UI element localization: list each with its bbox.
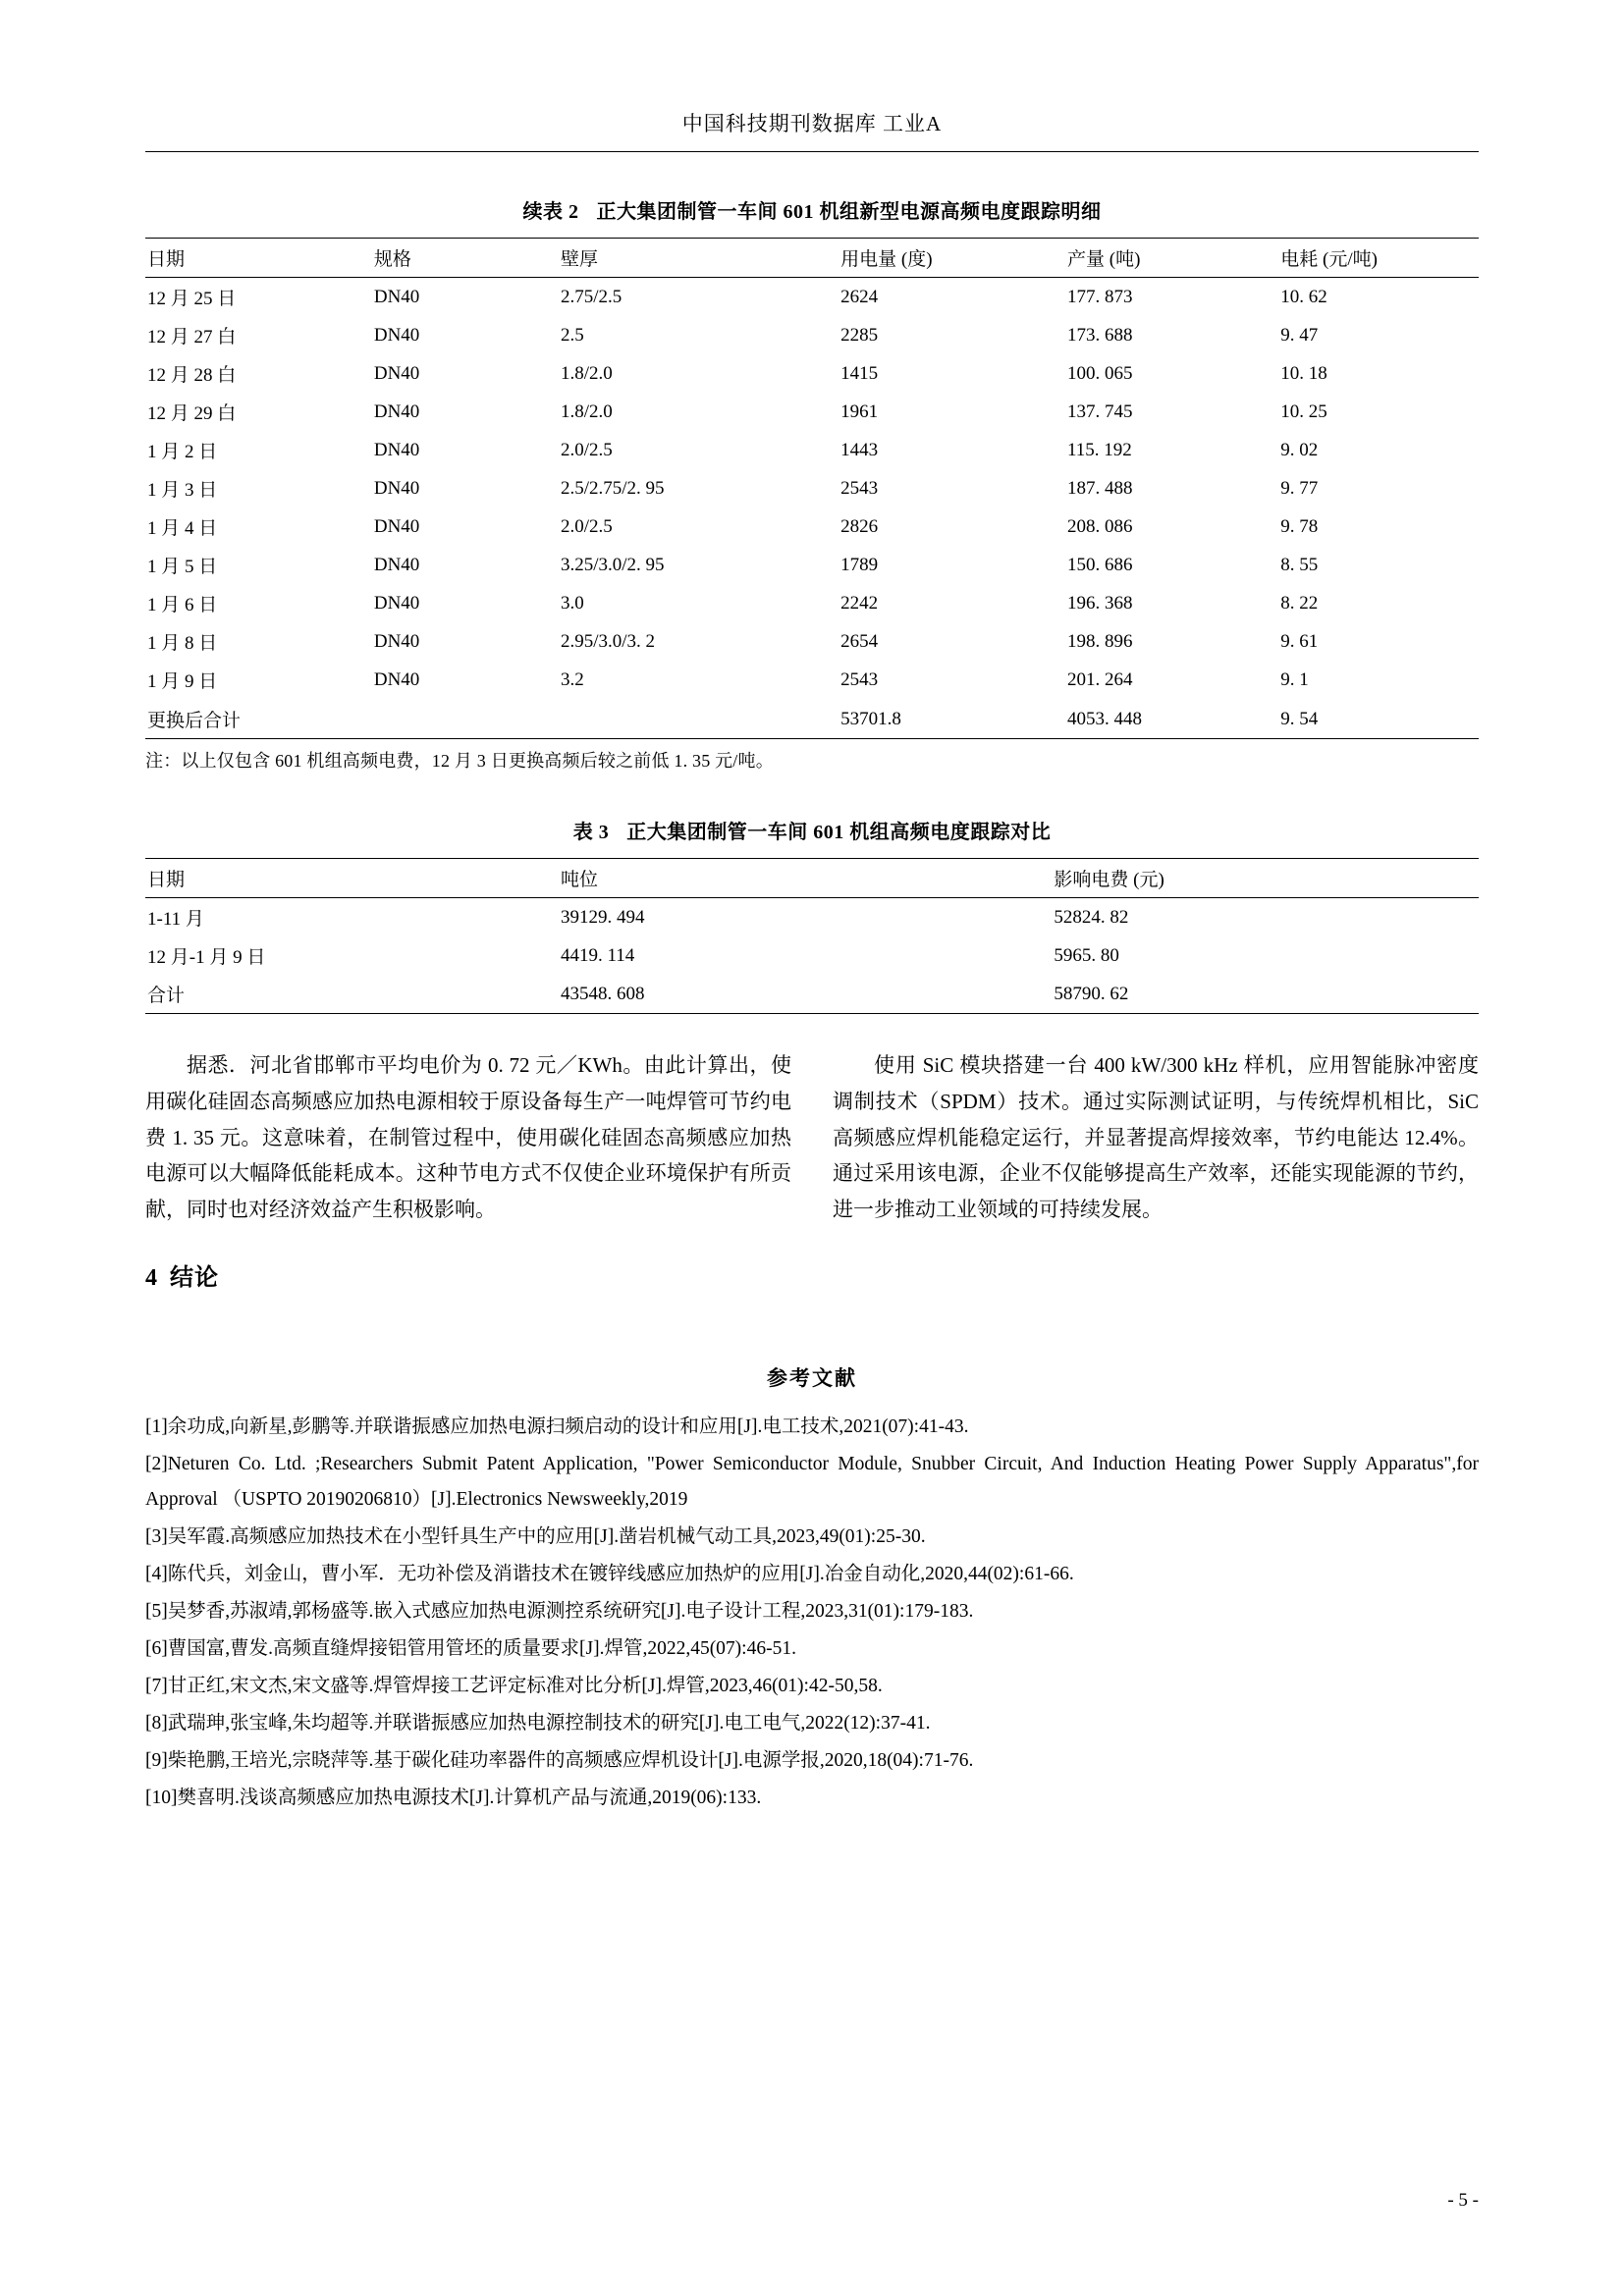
table2-caption [145, 195, 1479, 224]
cell-spec: DN40 [373, 515, 420, 537]
body-columns [145, 1047, 1479, 1228]
header-divider [145, 151, 1479, 152]
table2-note: 注：以上仅包含 601 机组高频电费，12 月 3 日更换高频后较之前低 1. 35 元/吨。 [145, 751, 774, 771]
cell-date: 1 月 3 日 [147, 480, 218, 501]
cell-spec: DN40 [373, 362, 420, 384]
cell-spec: DN40 [373, 668, 420, 690]
cell-fee: 5965. 80 [1054, 944, 1119, 966]
cell-usage: 2543 [840, 668, 879, 690]
cell-output: 187. 488 [1067, 477, 1133, 499]
cell-thickness: 3.2 [560, 668, 584, 690]
cell-date: 1-11 月 [147, 909, 204, 930]
cell-tonnage: 4419. 114 [560, 944, 635, 966]
table-electricity-detail [145, 238, 1479, 739]
list-item: [10]樊喜明.浅谈高频感应加热电源技术[J].计算机产品与流通,2019(06):133. [145, 1788, 762, 1809]
body-column-right [833, 1047, 1479, 1228]
cell-date: 12 月 28 白 [147, 365, 237, 386]
cell-consumption: 9. 02 [1280, 439, 1319, 460]
table-row-total [145, 699, 1479, 739]
section-title: 结论 [170, 1264, 219, 1291]
cell-usage: 1415 [840, 362, 879, 384]
cell-usage: 1961 [840, 400, 879, 422]
references-title: 参考文献 [767, 1365, 857, 1390]
body-column-left [145, 1047, 791, 1228]
cell-usage: 2654 [840, 630, 879, 652]
table-row [145, 661, 1479, 699]
table-row [145, 431, 1479, 469]
cell-thickness: 1.8/2.0 [560, 362, 613, 384]
cell-tonnage: 43548. 608 [560, 983, 645, 1004]
cell-thickness: 3.25/3.0/2. 95 [560, 554, 665, 575]
cell-spec: DN40 [373, 439, 420, 460]
cell-usage: 2285 [840, 324, 879, 346]
cell-output: 173. 688 [1067, 324, 1133, 346]
table-electricity-comparison [145, 858, 1479, 1014]
cell-output: 137. 745 [1067, 400, 1133, 422]
cell-usage: 53701.8 [840, 708, 901, 729]
cell-spec: DN40 [373, 400, 420, 422]
cell-consumption: 9. 61 [1280, 630, 1319, 652]
cell-date: 12 月 25 日 [147, 289, 237, 309]
table2-col-date: 日期 [147, 249, 186, 270]
cell-spec: DN40 [373, 592, 420, 614]
cell-thickness: 3.0 [560, 592, 584, 614]
cell-date: 1 月 2 日 [147, 442, 218, 462]
cell-spec [372, 699, 559, 739]
cell-consumption: 9. 1 [1280, 668, 1309, 690]
cell-output: 201. 264 [1067, 668, 1133, 690]
cell-thickness: 2.5/2.75/2. 95 [560, 477, 665, 499]
cell-thickness: 1.8/2.0 [560, 400, 613, 422]
table3-caption [145, 816, 1479, 844]
page-number: - 5 - [1447, 2190, 1479, 2211]
table-row [145, 936, 1479, 975]
table-row [145, 469, 1479, 507]
table-row [145, 622, 1479, 661]
list-item: [9]柴艳鹏,王培光,宗晓萍等.基于碳化硅功率器件的高频感应焊机设计[J].电源学报,2020,18(04):71-76. [145, 1750, 974, 1772]
cell-consumption: 9. 54 [1280, 708, 1319, 729]
cell-usage: 2826 [840, 515, 879, 537]
cell-output: 177. 873 [1067, 286, 1133, 307]
cell-usage: 1789 [840, 554, 879, 575]
list-item: [5]吴梦香,苏淑靖,郭杨盛等.嵌入式感应加热电源测控系统研究[J].电子设计工程,2023,31(01):179-183. [145, 1601, 974, 1623]
table3-col-fee: 影响电费 (元) [1054, 870, 1164, 890]
table-row-total [145, 975, 1479, 1014]
table3-header-row [145, 859, 1479, 898]
cell-usage: 2543 [840, 477, 879, 499]
table-row [145, 393, 1479, 431]
cell-fee: 58790. 62 [1054, 983, 1129, 1004]
cell-spec: DN40 [373, 477, 420, 499]
references-list [145, 1410, 1479, 1817]
table-row [145, 316, 1479, 354]
table2-caption-number: 续表 2 [522, 201, 579, 223]
table3-caption-text: 正大集团制管一车间 601 机组高频电度跟踪对比 [626, 822, 1052, 843]
cell-date: 1 月 8 日 [147, 633, 218, 654]
cell-output: 100. 065 [1067, 362, 1133, 384]
cell-thickness [559, 699, 839, 739]
list-item: [1]余功成,向新星,彭鹏等.并联谐振感应加热电源扫频启动的设计和应用[J].电工技术,2021(07):41-43. [145, 1415, 969, 1437]
list-item: [3]吴军霞.高频感应加热技术在小型钎具生产中的应用[J].凿岩机械气动工具,2023,49(01):25-30. [145, 1525, 926, 1547]
table-row [145, 278, 1479, 317]
cell-consumption: 9. 47 [1280, 324, 1319, 346]
table2-col-output: 产量 (吨) [1067, 249, 1141, 270]
table3-col-tonnage: 吨位 [560, 870, 598, 890]
cell-date: 1 月 6 日 [147, 595, 218, 615]
cell-consumption: 8. 22 [1280, 592, 1319, 614]
cell-thickness: 2.5 [560, 324, 584, 346]
table2-col-thickness: 壁厚 [560, 249, 598, 270]
cell-consumption: 10. 25 [1280, 400, 1327, 422]
table-row [145, 507, 1479, 546]
cell-thickness: 2.95/3.0/3. 2 [560, 630, 656, 652]
table-row [145, 546, 1479, 584]
table2-col-consumption: 电耗 (元/吨) [1280, 249, 1378, 270]
cell-date: 1 月 4 日 [147, 518, 218, 539]
page-header [145, 0, 1479, 152]
section-number: 4 [145, 1264, 158, 1291]
table2-col-usage: 用电量 (度) [840, 249, 933, 270]
journal-title: 中国科技期刊数据库 工业A [681, 112, 943, 135]
table3-col-date: 日期 [147, 870, 186, 890]
section-heading-conclusion [145, 1257, 1479, 1292]
cell-thickness: 2.0/2.5 [560, 439, 613, 460]
list-item: [2]Neturen Co. Ltd. ;Researchers Submit Patent Application, "Power Semiconductor Module, Snubber Circuit, And Induction Heating Power Supply Apparatus",for Approval （USPTO 20190206810）[J].Electronics Newsweekly,2019 [145, 1453, 1479, 1510]
cell-fee: 52824. 82 [1054, 906, 1129, 928]
cell-consumption: 9. 78 [1280, 515, 1319, 537]
cell-spec: DN40 [373, 286, 420, 307]
table-row [145, 898, 1479, 937]
cell-thickness: 2.75/2.5 [560, 286, 623, 307]
cell-consumption: 9. 77 [1280, 477, 1319, 499]
cell-usage: 2624 [840, 286, 879, 307]
cell-thickness: 2.0/2.5 [560, 515, 613, 537]
cell-usage: 2242 [840, 592, 879, 614]
cell-consumption: 10. 18 [1280, 362, 1327, 384]
cell-date: 1 月 9 日 [147, 671, 218, 692]
cell-date: 12 月-1 月 9 日 [147, 947, 266, 968]
cell-consumption: 8. 55 [1280, 554, 1319, 575]
cell-total-label: 合计 [147, 986, 186, 1006]
cell-output: 196. 368 [1067, 592, 1133, 614]
table-row [145, 584, 1479, 622]
table2-header-row [145, 239, 1479, 278]
cell-usage: 1443 [840, 439, 879, 460]
list-item: [6]曹国富,曹发.高频直缝焊接铝管用管坯的质量要求[J].焊管,2022,45(07):46-51. [145, 1638, 796, 1660]
table2-caption-text: 正大集团制管一车间 601 机组新型电源高频电度跟踪明细 [596, 201, 1102, 223]
table2-col-spec: 规格 [373, 249, 411, 270]
list-item: [7]甘正红,宋文杰,宋文盛等.焊管焊接工艺评定标准对比分析[J].焊管,2023,46(01):42-50,58. [145, 1676, 883, 1697]
cell-spec: DN40 [373, 324, 420, 346]
cell-total-label: 更换后合计 [147, 711, 242, 731]
cell-output: 150. 686 [1067, 554, 1133, 575]
cell-consumption: 10. 62 [1280, 286, 1327, 307]
cell-date: 1 月 5 日 [147, 557, 218, 577]
cell-output: 208. 086 [1067, 515, 1133, 537]
table-row [145, 354, 1479, 393]
cell-output: 198. 896 [1067, 630, 1133, 652]
paragraph-right: 使用 SiC 模块搭建一台 400 kW/300 kHz 样机，应用智能脉冲密度调制技术（SPDM）技术。通过实际测试证明，与传统焊机相比，SiC 高频感应焊机能稳定运行，并显著提高焊接效率，节约电能达 12.4%。通过采用该电源，企业不仅能够提高生产效率，还能实现能源的节约，进一步推动工业领域的可持续发展。 [833, 1053, 1479, 1221]
cell-date: 12 月 29 白 [147, 403, 237, 424]
table3-caption-number: 表 3 [572, 822, 610, 843]
cell-output: 4053. 448 [1067, 708, 1142, 729]
cell-tonnage: 39129. 494 [560, 906, 645, 928]
cell-spec: DN40 [373, 554, 420, 575]
cell-spec: DN40 [373, 630, 420, 652]
list-item: [4]陈代兵，刘金山，曹小军．无功补偿及消谐技术在镀锌线感应加热炉的应用[J].冶金自动化,2020,44(02):61-66. [145, 1564, 1074, 1584]
cell-date: 12 月 27 白 [147, 327, 237, 347]
paragraph-left: 据悉．河北省邯郸市平均电价为 0. 72 元／KWh。由此计算出，使用碳化硅固态高频感应加热电源相较于原设备每生产一吨焊管可节约电费 1. 35 元。这意味着，在制管过程中，使用碳化硅固态高频感应加热电源可以大幅降低能耗成本。这种节电方式不仅使企业环境保护有所贡献，同时也对经济效益产生积极影响。 [145, 1053, 791, 1221]
list-item: [8]武瑞珅,张宝峰,朱均超等.并联谐振感应加热电源控制技术的研究[J].电工电气,2022(12):37-41. [145, 1713, 931, 1735]
cell-output: 115. 192 [1067, 439, 1132, 460]
